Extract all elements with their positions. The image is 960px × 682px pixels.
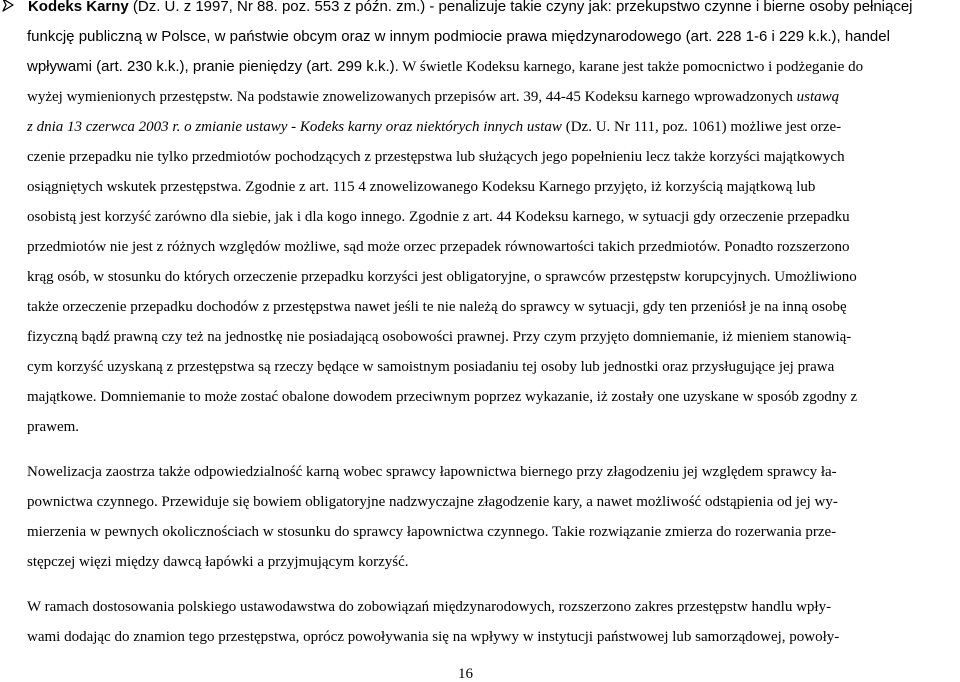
para1-line-5-b: (Dz. U. Nr 111, poz. 1061) możliwe jest orze-	[561, 119, 842, 135]
para1-line-11: także orzeczenie przepadku dochodów z przestępstwa nawet jeśli te nie należą do sprawcy w sytuacji, gdy ten przeniósł je na inną osobę	[27, 299, 847, 315]
para1-line-3	[27, 58, 863, 76]
para1-line-4-a: wyżej wymienionych przestępstw. Na podstawie znowelizowanych przepisów art. 39, 44-45 Kodeksu karnego wprowadzonych	[27, 89, 797, 105]
kodeks-karny-title: Kodeks Karny	[27, 0, 129, 15]
arrowhead-bullet-icon	[2, 0, 14, 12]
para1-line-9: przedmiotów nie jest z różnych względów możliwe, sąd może orzec przepadek równowartości takich przedmiotów. Ponadto rozszerzono	[27, 239, 850, 255]
para1-line-4-b: ustawą	[796, 89, 840, 105]
para1-line-1-text: (Dz. U. z 1997, Nr 88. poz. 553 z późn. zm.) - penalizuje takie czyny jak: przekupstwo czynne i bierne osoby pełniącej	[128, 0, 913, 15]
para3-line-1: W ramach dostosowania polskiego ustawodawstwa do zobowiązań międzynarodowych, rozszerzono zakres przestępstw handlu wpły-	[27, 599, 832, 615]
para1-line-3-b: W świetle Kodeksu karnego, karane jest także pomocnictwo i podżeganie do	[398, 59, 864, 75]
para1-line-15: prawem.	[27, 419, 80, 435]
para1-line-8: osobistą jest korzyść zarówno dla siebie, jak i dla kogo innego. Zgodnie z art. 44 Kodeksu karnego, w sytuacji gdy orzeczenie przepadku	[27, 209, 850, 225]
para2-line-3: mierzenia w pewnych okolicznościach w stosunku do sprawcy łapownictwa czynnego. Takie rozwiązanie zmierza do rozerwania prze-	[27, 524, 837, 540]
para2-line-4: stępczej więzi między dawcą łapówki a przyjmującym korzyść.	[27, 554, 409, 570]
para1-line-10: krąg osób, w stosunku do których orzeczenie przepadku korzyści jest obligatoryjne, o sprawców przestępstw korupcyjnych. Umożliwiono	[27, 269, 857, 285]
para1-line-12: fizyczną bądź prawną czy też na jednostkę nie posiadającą osobowości prawnej. Przy czym przyjęto domniemanie, iż mieniem stanowią-	[27, 329, 852, 345]
law-citation: z dnia 13 czerwca 2003 r. o zmianie ustawy - Kodeks karny oraz niektórych innych ustaw	[27, 119, 562, 135]
para1-line-13: cym korzyść uzyskaną z przestępstwa są rzeczy będące w samoistnym posiadaniu tej osoby lub jednostki oraz przysługujące jej prawa	[27, 359, 835, 375]
page-number: 16	[458, 666, 473, 682]
para3-line-2: wami dodając do znamion tego przestępstwa, oprócz powoływania się na wpływy w instytucji państwowej lub samorządowej, powoły-	[27, 629, 840, 645]
para2-line-1: Nowelizacja zaostrza także odpowiedzialność karną wobec sprawcy łapownictwa biernego przy złagodzeniu jej względem sprawcy ła-	[27, 464, 837, 480]
para1-line-14: majątkowe. Domniemanie to może zostać obalone dowodem przeciwnym poprzez wykazanie, iż zostały one uzyskane w sposób zgodny z	[27, 389, 858, 405]
para2-line-2: pownictwa czynnego. Przewiduje się bowiem obligatoryjne nadzwyczajne złagodzenie kary, a nawet możliwość odstąpienia od jej wy-	[27, 494, 838, 510]
para1-line-5	[27, 118, 841, 136]
para1-line-6: czenie przepadku nie tylko przedmiotów pochodzących z przestępstwa lub służących jego popełnieniu lecz także korzyści majątkowych	[27, 149, 845, 165]
para1-line-7: osiągniętych wskutek przestępstwa. Zgodnie z art. 115 4 znowelizowanego Kodeksu Karnego przyjęto, iż korzyścią majątkową lub	[27, 179, 816, 195]
para1-line-2: funkcję publiczną w Polsce, w państwie obcym oraz w innym podmiocie prawa międzynarodowego (art. 228 1-6 i 229 k.k.), handel	[27, 28, 890, 45]
para1-line-3-a: wpływami (art. 230 k.k.), pranie pieniędzy (art. 299 k.k.).	[27, 58, 399, 75]
para1-line-4	[27, 88, 839, 106]
